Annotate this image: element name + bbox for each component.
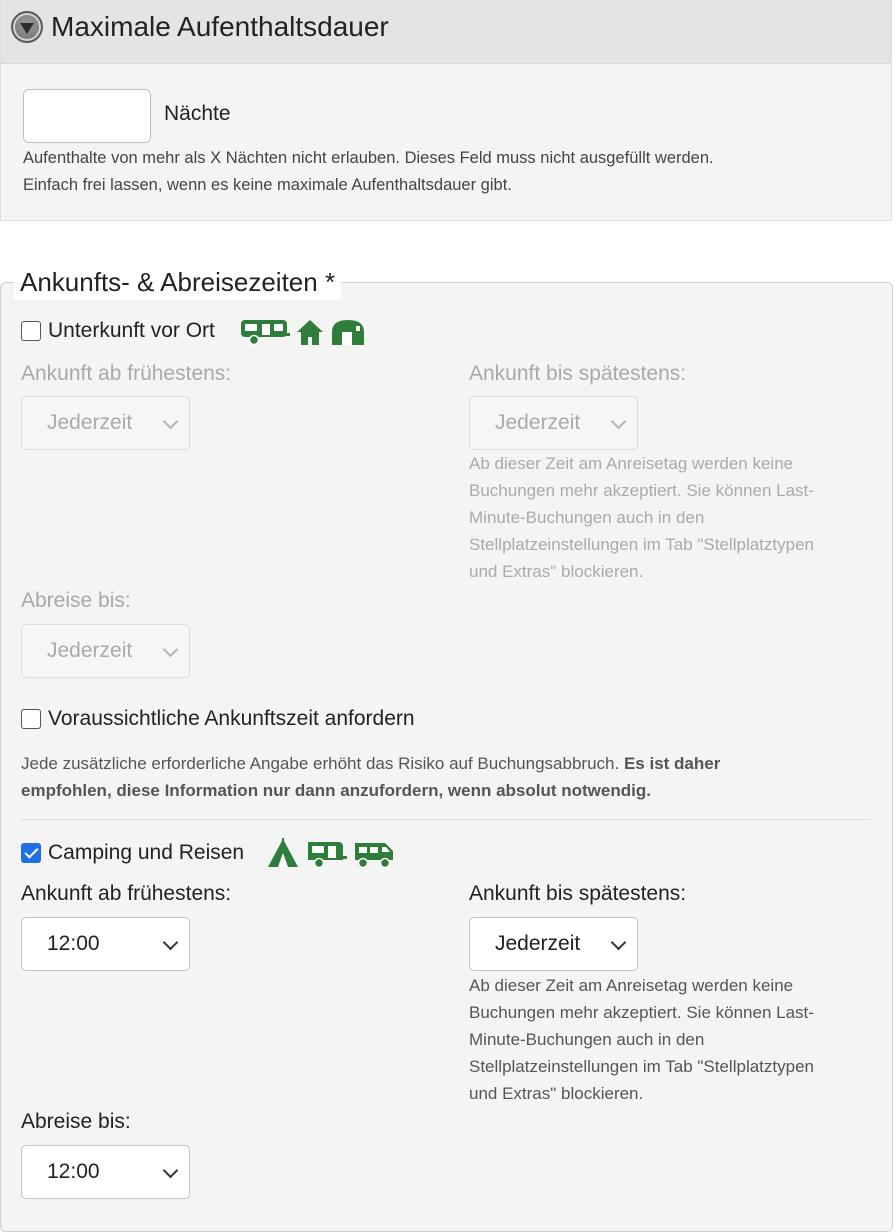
eta-checkbox[interactable]	[21, 709, 41, 729]
accommodation-arrival-from-label: Ankunft ab frühestens:	[21, 362, 232, 385]
camping-label: Camping und Reisen	[48, 841, 245, 864]
chevron-down-icon	[163, 414, 179, 430]
max-stay-help: Aufenthalte von mehr als X Nächten nicht erlauben. Dieses Feld muss nicht ausgefüllt werden. Einfach frei lassen, wenn es keine maximale Aufenthaltsdauer gibt.	[23, 149, 714, 194]
camping-checkbox[interactable]	[21, 843, 41, 863]
house-icon	[296, 318, 324, 346]
nights-unit-label: Nächte	[164, 102, 231, 125]
camping-arrival-until-label: Ankunft bis spätestens:	[469, 882, 687, 905]
expand-circle-icon[interactable]	[11, 11, 43, 43]
camping-departure-label: Abreise bis:	[21, 1110, 131, 1133]
accommodation-departure-label: Abreise bis:	[21, 589, 131, 612]
eta-note: Jede zusätzliche erforderliche Angabe erhöht das Risiko auf Buchungsabbruch. Es ist daher empfohlen, diese Information nur dann anzufordern, wenn absolut notwendig.	[21, 754, 721, 800]
arrival-departure-legend: Ankunfts- & Abreisezeiten *	[14, 264, 341, 300]
accommodation-arrival-until-select: Jederzeit	[469, 396, 638, 450]
motorhome-icon	[353, 838, 395, 868]
tent-icon	[267, 838, 299, 868]
chevron-down-icon	[611, 935, 627, 951]
camping-arrival-from-label: Ankunft ab frühestens:	[21, 882, 232, 905]
camping-icons	[267, 838, 395, 868]
camping-arrival-until-select[interactable]: Jederzeit	[469, 917, 638, 971]
max-nights-input[interactable]	[23, 89, 151, 143]
max-stay-header[interactable]	[1, 0, 891, 64]
accommodation-arrival-until-label: Ankunft bis spätestens:	[469, 362, 687, 385]
accommodation-checkbox[interactable]	[21, 321, 41, 341]
camping-departure-select[interactable]: 12:00	[21, 1145, 190, 1199]
accommodation-icons	[240, 318, 366, 346]
accommodation-arrival-from-select: Jederzeit	[21, 396, 190, 450]
max-stay-title: Maximale Aufenthaltsdauer	[51, 11, 389, 42]
chevron-down-icon	[163, 1163, 179, 1179]
accommodation-arrival-until-help: Ab dieser Zeit am Anreisetag werden keine Buchungen mehr akzeptiert. Sie können Last- Minute-Buchungen auch in den Stellplatzeinstellungen im Tab "Stellplatztypen und Extras" blockieren.	[469, 454, 814, 581]
accommodation-label: Unterkunft vor Ort	[48, 319, 215, 342]
chevron-down-icon	[163, 935, 179, 951]
camping-arrival-from-select[interactable]: 12:00	[21, 917, 190, 971]
accommodation-departure-select: Jederzeit	[21, 624, 190, 678]
caravan-icon	[305, 838, 347, 868]
eta-label: Voraussichtliche Ankunftszeit anfordern	[48, 707, 415, 730]
chevron-down-icon	[163, 642, 179, 658]
hut-icon	[330, 318, 366, 346]
static-caravan-icon	[240, 318, 290, 346]
section-divider	[21, 819, 870, 820]
camping-arrival-until-help: Ab dieser Zeit am Anreisetag werden keine Buchungen mehr akzeptiert. Sie können Last- Minute-Buchungen auch in den Stellplatzeinstellungen im Tab "Stellplatztypen und Extras" blockieren.	[469, 976, 814, 1103]
chevron-down-icon	[611, 414, 627, 430]
